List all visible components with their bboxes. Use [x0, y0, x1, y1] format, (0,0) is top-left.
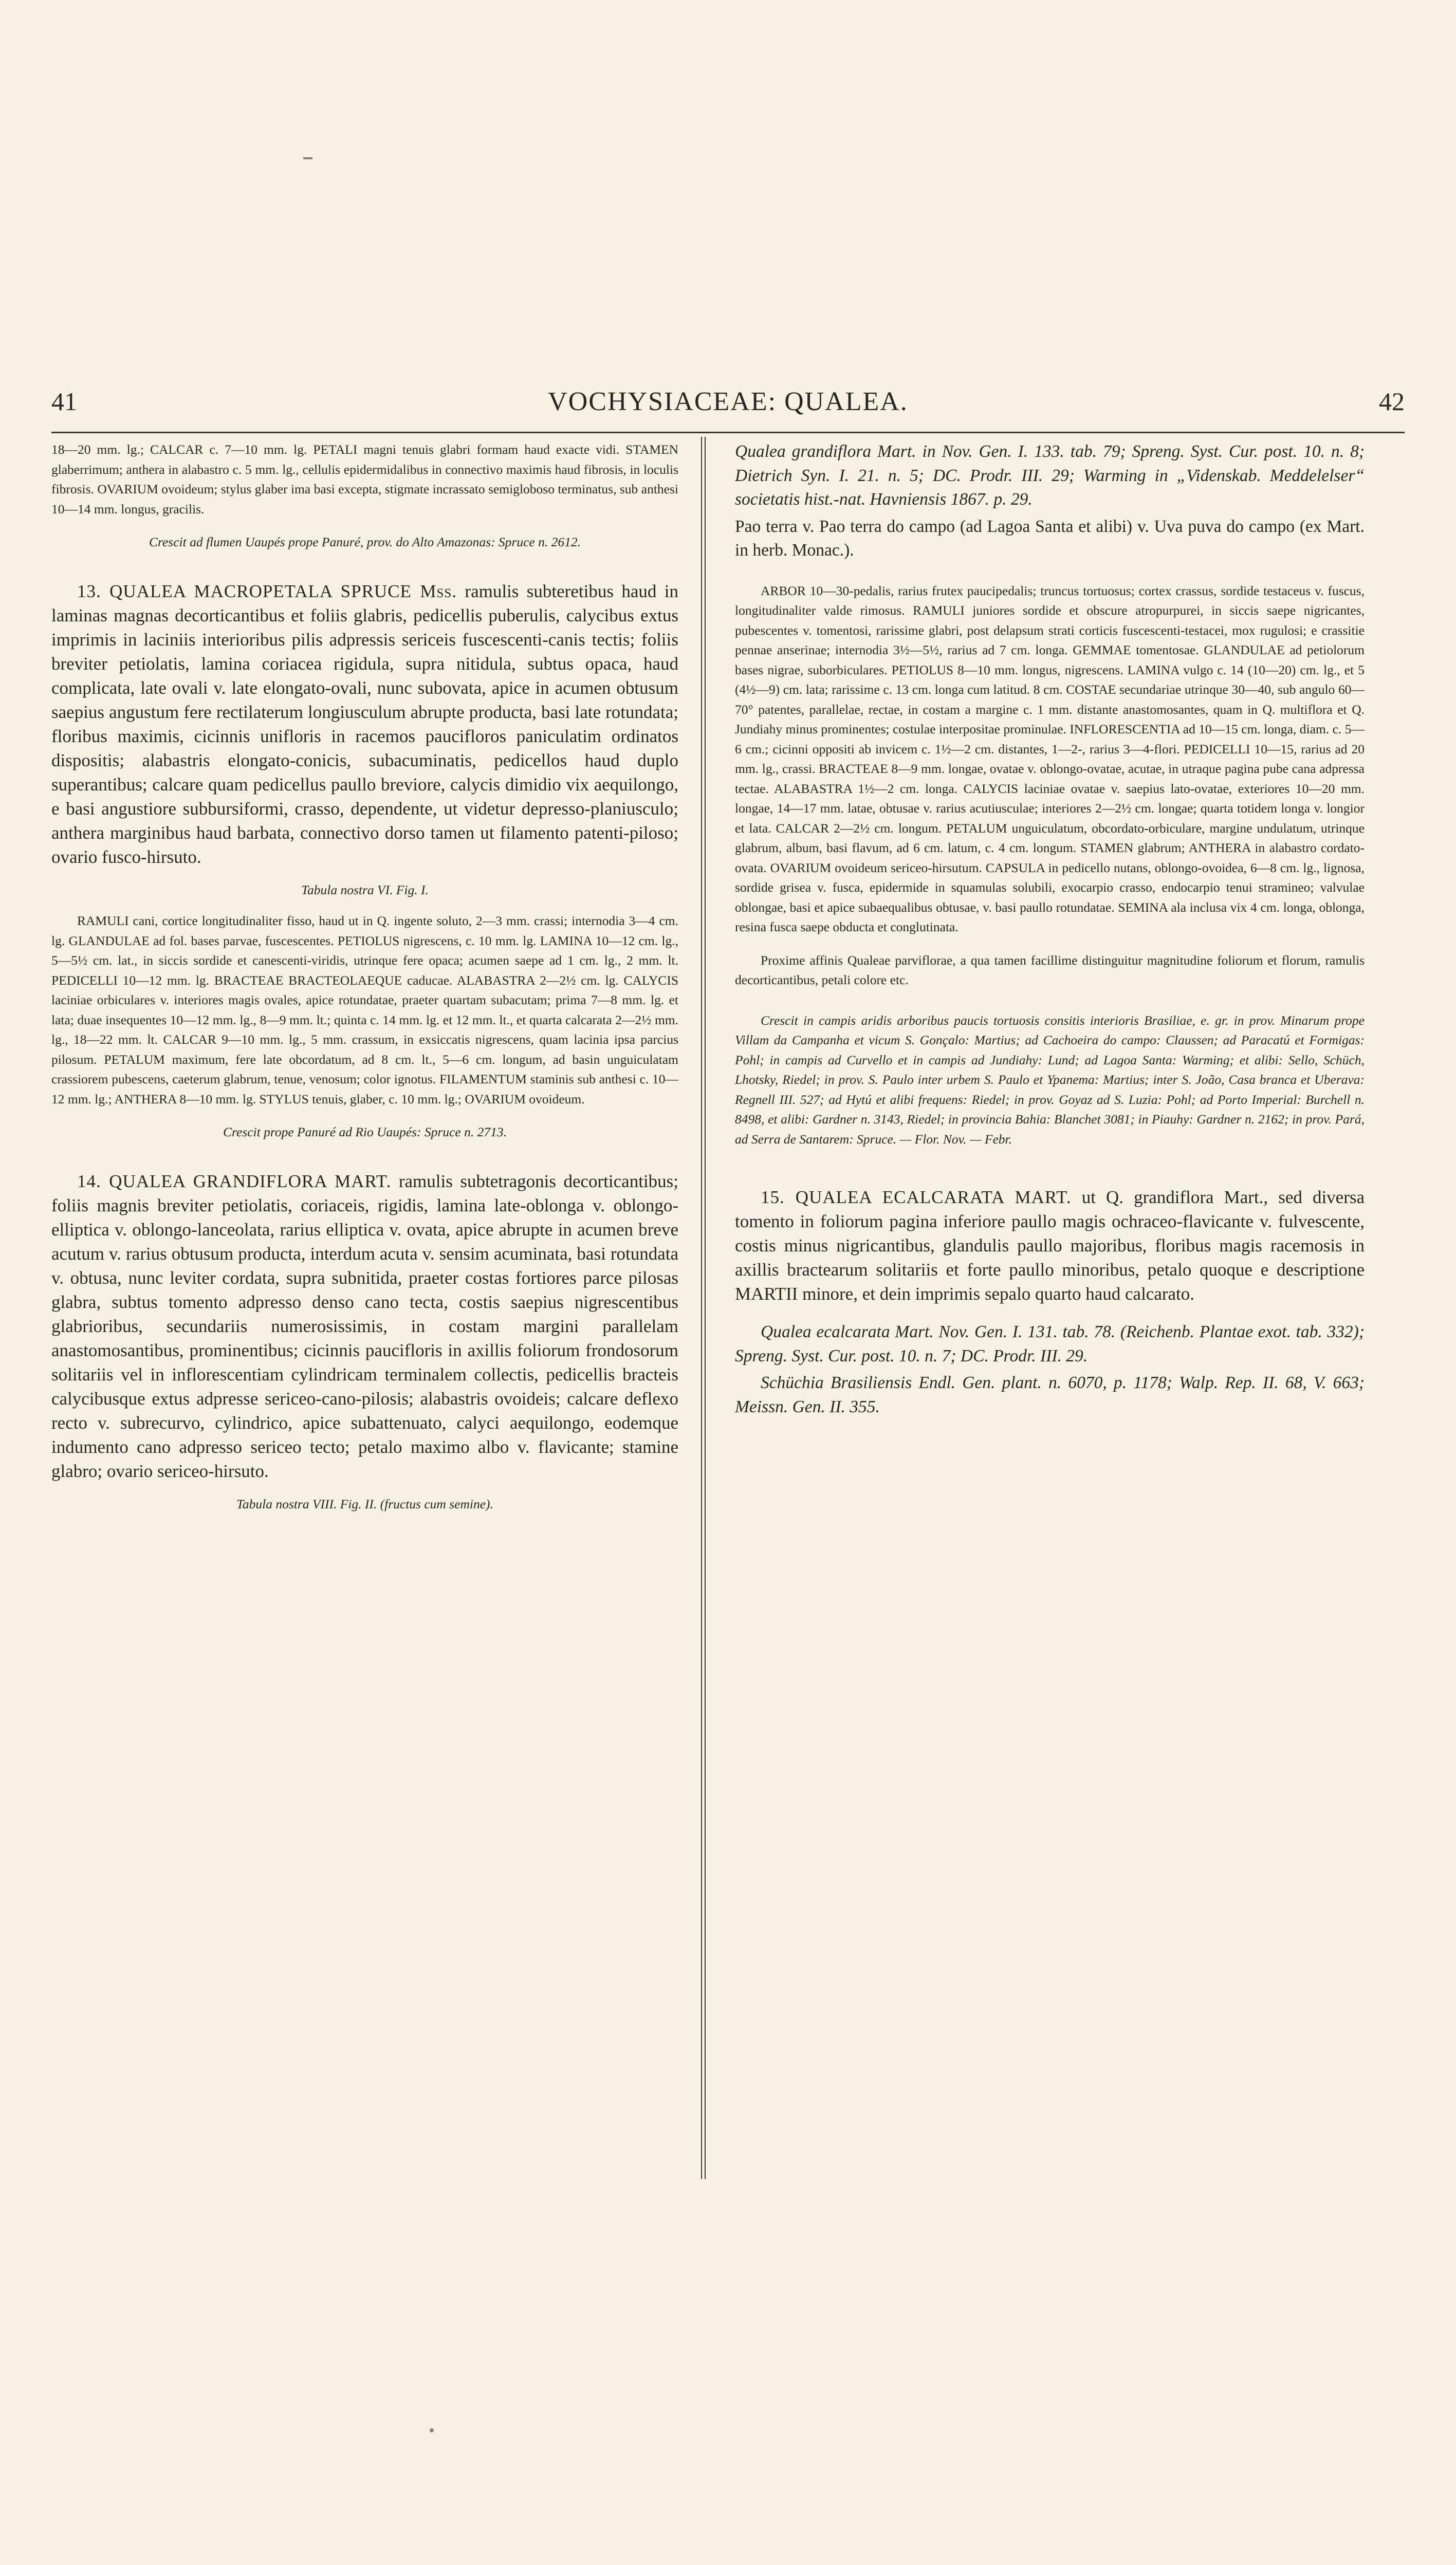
species-13-diagnosis: ramulis subteretibus haud in laminas magnas decorticantibus et foliis glabris, pedicellis puberulis, calycibus extus imprimis in laciniis interioribus pilis adpressis sericeis fuscescenti-canis tectis; foliis breviter petiolatis, lamina coriacea rigidula, supra nitidula, subtus opaca, haud complicata, late ovali v. late elongato-ovali, nunc subovata, apice in acumen obtusum saepius angustum fere rectilaterum longiusculum abrupte producta, basi late rotundata; floribus maximis, cicinnis unifloris in racemos paucifloros paniculatim ordinatos dispositis; alabastris elongato-conicis, subacuminatis, pedicellos haud duplo superantibus; calcare quam pedicellus paullo breviore, calycis dimidio vix aequilongo, e basi angustiore subbursiformi, crasso, dependente, ut videtur depresso-planiusculo; anthera marginibus haud barbata, connectivo dorso tamen ut filamento patenti-piloso; ovario fusco-hirsuto.	[51, 581, 678, 867]
plate-reference-13: Tabula nostra VI. Fig. I.	[301, 882, 429, 897]
habitat-species-14: Crescit in campis aridis arboribus paucis tortuosis consitis interioris Brasiliae, e. gr. in prov. Minarum prope Villam da Campanha et vicum S. Gonçalo: Martius; ad Cachoeira do campo: Claussen; ad Paracatú et Formigas: Pohl; in campis ad Curvello et in campis ad Jundiahy: Lund; ad Lagoa Santa: Warming; et alibi: Sello, Schüch, Lhotsky, Riedel; in prov. S. Paulo inter urbem S. Paulo et Ypanema: Martius; inter S. João, Casa branca et Uberava: Regnell III. 527; ad Hytú et alibi frequens: Riedel; in prov. Goyaz ad S. Luzia: Pohl; ad Porto Imperial: Burchell n. 8498, et alibi: Gardner n. 3143, Riedel; in provincia Bahia: Blanchet 3081; in Piauhy: Gardner n. 2162; in prov. Pará, ad Serra de Santarem: Spruce. — Flor. Nov. — Febr.	[735, 1012, 1365, 1147]
running-title: VOCHYSIACEAE: QUALEA.	[548, 387, 908, 416]
vernacular-names: Pao terra v. Pao terra do campo (ad Lagoa Santa et alibi) v. Uva puva do campo (ex Mart. in herb. Monac.).	[735, 516, 1365, 560]
habitat-species-13: Crescit prope Panuré ad Rio Uaupés: Spruce n. 2713.	[223, 1124, 507, 1139]
continuation-text: 18—20 mm. lg.; CALCAR c. 7—10 mm. lg. PETALI magni tenuis glabri formam haud exacte vidi. STAMEN glaberrimum; anthera in alabastro c. 5 mm. lg., cellulis epidermidalibus in connectivo maximis haud fibrosis, in loculis fibrosis. OVARIUM ovoideum; stylus glaber ima basi excepta, stigmate incrassato semigloboso terminatus, sub anthesi 10—14 mm. longus, gracilis.	[51, 442, 678, 516]
species-15-diagnosis: ut Q. grandiflora Mart., sed diversa tomento in foliorum pagina inferiore paullo magis ochraceo-flavicante v. fulvescente, costis minus nigricantibus, glandulis paullo majoribus, floribus magis racemosis in axillis bractearum solitariis et forte paullo minoribus, petalo quoque e descriptione MARTII minore, et dein imprimis sepalo quarto haud calcarato.	[735, 1187, 1365, 1304]
species-13-description: RAMULI cani, cortice longitudinaliter fisso, haud ut in Q. ingente soluto, 2—3 mm. crassi; internodia 3—4 cm. lg. GLANDULAE ad fol. bases parvae, fuscescentes. PETIOLUS nigrescens, c. 10 mm. lg. LAMINA 10—12 cm. lg., 5—5½ cm. lat., in siccis sordide et canescenti-viridis, utrinque fere opaca; acumen saepe ad 1 cm. lg., 2 mm. lt. PEDICELLI 10—12 mm. lg. BRACTEAE BRACTEOLAEQUE caducae. ALABASTRA 2—2½ cm. lg. CALYCIS laciniae orbiculares v. interiores magis ovales, apice rotundatae, praeter quartam subacutam; prima 7—8 mm. lg. et lata; duae insequentes 10—12 mm. lg., 8—9 mm. lt.; quinta c. 14 mm. lg. et 12 mm. lt., et quarta calcarata 2—2½ mm. lg., 18—22 mm. lt. CALCAR 9—10 mm. lg., 5 mm. crassum, in exsiccatis nigrescens, quam lacinia ipsa parcius pilosum. PETALUM maximum, fere late obcordatum, ad 8 cm. lt., 5—6 cm. longum, ad basin unguiculatam crassiorem pubescens, caeterum glabrum, tenue, venosum; color ignotus. FILAMENTUM staminis sub anthesi c. 10—12 mm. lg.; ANTHERA 8—10 mm. lg. STYLUS tenuis, glaber, c. 10 mm. lg.; OVARIUM ovoideum.	[51, 913, 678, 1106]
header-rule	[51, 432, 1405, 433]
habitat-species-12: Crescit ad flumen Uaupés prope Panuré, prov. do Alto Amazonas: Spruce n. 2612.	[149, 534, 581, 549]
scan-mark	[430, 2428, 434, 2432]
page-number-right: 42	[1379, 387, 1405, 416]
species-14	[51, 1169, 678, 1483]
species-14-description: ARBOR 10—30-pedalis, rarius frutex paucipedalis; truncus tortuosus; cortex crassus, sordide testaceus v. fuscus, longitudinaliter valde rimosus. RAMULI juniores sordide et obscure atropurpurei, in siccis saepe nigricantes, pubescentes v. tomentosi, rarissime glabri, post delapsum strati corticis fuscescenti-testacei, mox rugulosi; e crassitie pennae anserinae; internodia 3½—5½, rarius ad 7 cm. longa. GEMMAE tomentosae. GLANDULAE ad petiolorum bases nigrae, suborbiculares. PETIOLUS 8—10 mm. longus, nigrescens. LAMINA vulgo c. 14 (10—20) cm. lg., et 5 (4½—9) cm. lata; rarissime c. 13 cm. longa cum latitud. 8 cm. COSTAE secundariae utrinque 30—40, sub angulo 60—70° patentes, parallelae, rectae, in costam a margine c. 1 mm. distante anastomosantes, quam in Q. multiflora et Q. Jundiahy minus prominentes; costulae interpositae prominulae. INFLORESCENTIA ad 10—15 cm. longa, diam. c. 5—6 cm.; cicinni oppositi ab invicem c. 1½—2 cm. distantes, 1—2-, rarius 3—4-flori. PEDICELLI 10—15, rarius ad 20 mm. lg., crassi. BRACTEAE 8—9 mm. longae, ovatae v. oblongo-ovatae, acutae, in utraque pagina pube cana adpressa tectae. ALABASTRA 1½—2 cm. longa. CALYCIS laciniae ovatae v. saepius lato-ovatae, exteriores 10—20 mm. longae, 14—17 mm. latae, obtusae v. rarius acutiusculae; interiores 2—2½ cm. longae; quarta totidem longa v. longior et lata. CALCAR 2—2½ cm. longum. PETALUM unguiculatum, obcordato-orbiculare, margine undulatum, utrinque glabrum, album, basi flavum, ad 6 cm. latum, c. 4 cm. longum. STAMEN glabrum; ANTHERA in alabastro cordato-ovata. OVARIUM ovoideum sericeo-hirsutum. CAPSULA in pedicello nutans, oblongo-ovoidea, 6—8 cm. lg., lignosa, sordide grisea v. fusca, epidermide in squamulas solubili, exocarpio crasso, endocarpio tenui stramineo; valvulae oblongae, basi et apice subaequalibus obtusae, v. basi paullo rotundatae. SEMINA ala inclusa vix 4 cm. longa, oblonga, resina fusca saepe obducta et conglutinata.	[735, 583, 1365, 934]
species-14-diagnosis: ramulis subtetragonis decorticantibus; foliis magnis breviter petiolatis, coriaceis, rigidis, lamina late-oblonga v. oblongo-elliptica v. oblongo-lanceolata, rarius elliptica v. ovata, apice abrupte in acumen breve acutum v. rarius obtusum producta, interdum acuta v. sensim acuminata, basi rotundata v. obtusa, nunc leviter cordata, supra subnitida, praeter costas fortiores parce pilosas glabra, subtus tomento adpresso denso cano tecta, costis saepius nigrescentibus glabrioribus, secundariis numerosissimis, in costam margini parallelam anastomosantibus, prominentibus; cicinnis paucifloris in axillis foliorum frondosorum solitariis vel in inflorescentiam cylindricam terminalem collectis, pedicellis bracteis calycibusque extus adpresse sericeo-cano-pilosis; alabastris ovoideis; calcare deflexo recto v. subrecurvo, cylindrico, apice subattenuato, calyci aequilongo, eodemque indumento cano adpresso sericeo tecto; petalo maximo albo v. flavicante; stamine glabro; ovario sericeo-hirsuto.	[51, 1171, 679, 1481]
column-divider	[701, 437, 706, 2179]
plate-reference-14: Tabula nostra VIII. Fig. II. (fructus cum semine).	[236, 1496, 493, 1511]
species-13	[51, 579, 678, 869]
affinity-note: Proxime affinis Qualeae parviflorae, a qua tamen facillime distinguitur magnitudine foliorum et florum, ramulis decorticantibus, petali colore etc.	[735, 952, 1365, 987]
species-15-heading: 15. QUALEA ECALCARATA MART.	[761, 1187, 1072, 1207]
species-15	[735, 1185, 1365, 1306]
running-head	[51, 386, 1405, 428]
literature-references-14: Qualea grandiflora Mart. in Nov. Gen. I. 133. tab. 79; Spreng. Syst. Cur. post. 10. n. 8; Dietrich Syn. I. 21. n. 5; DC. Prodr. III. 29; Warming in „Videnskab. Meddelelser“ societatis hist.-nat. Havniensis 1867. p. 29.	[735, 442, 1365, 509]
scan-mark	[303, 157, 312, 159]
species-14-heading: 14. QUALEA GRANDIFLORA MART.	[77, 1171, 392, 1191]
literature-references-15b: Schüchia Brasiliensis Endl. Gen. plant. n. 6070, p. 1178; Walp. Rep. II. 68, V. 663; Meissn. Gen. II. 355.	[735, 1373, 1365, 1416]
species-13-heading: 13. QUALEA MACROPETALA SPRUCE Mss.	[77, 581, 457, 601]
left-column	[51, 440, 678, 1514]
right-column	[735, 440, 1365, 1419]
page-number-left: 41	[51, 387, 77, 416]
literature-references-15a: Qualea ecalcarata Mart. Nov. Gen. I. 131. tab. 78. (Reichenb. Plantae exot. tab. 332); Spreng. Syst. Cur. post. 10. n. 7; DC. Prodr. III. 29.	[735, 1322, 1365, 1365]
